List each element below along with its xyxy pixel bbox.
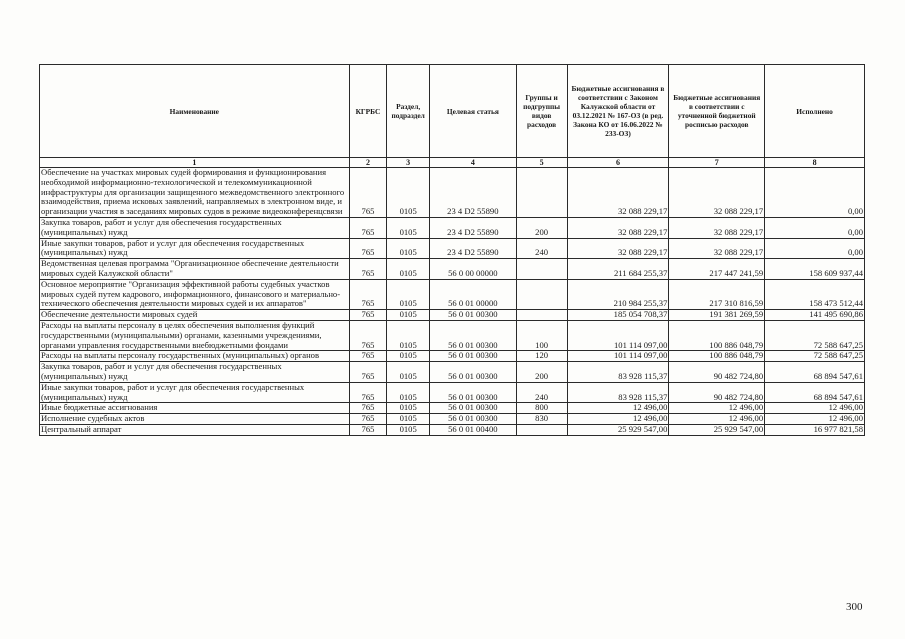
row-name: Расходы на выплаты персоналу в целях обеспечения выполнения функций государственными (муниципальными) органами, казенными учреждениями, органами управления государственными внебюджетными фондами: [40, 320, 350, 350]
column-number: 2: [349, 158, 387, 168]
row-revised-allocation: 90 482 724,80: [669, 362, 765, 383]
row-expense-group: 240: [516, 382, 567, 403]
column-number: 7: [669, 158, 765, 168]
row-target-article: 56 0 01 00300: [430, 414, 517, 425]
row-section: 0105: [387, 217, 430, 238]
column-number: 5: [516, 158, 567, 168]
row-section: 0105: [387, 238, 430, 259]
row-name: Основное мероприятие "Организация эффективной работы судебных участков мировых судей путем кадрового, информационного, финансового и материально-технического обеспечения деятельности мировых судей и их аппаратов": [40, 279, 350, 309]
row-target-article: 56 0 01 00300: [430, 310, 517, 321]
row-kgrbs: 765: [349, 424, 387, 435]
row-expense-group: 830: [516, 414, 567, 425]
row-name: Закупка товаров, работ и услуг для обеспечения государственных (муниципальных) нужд: [40, 362, 350, 383]
budget-execution-table: [39, 64, 865, 436]
row-target-article: 56 0 00 00000: [430, 259, 517, 280]
row-expense-group: [516, 310, 567, 321]
table-row: [40, 259, 865, 280]
row-kgrbs: 765: [349, 238, 387, 259]
column-number: 6: [567, 158, 669, 168]
row-revised-allocation: 12 496,00: [669, 403, 765, 414]
row-revised-allocation: 191 381 269,59: [669, 310, 765, 321]
row-executed: 68 894 547,61: [765, 382, 865, 403]
table-row: [40, 279, 865, 309]
row-kgrbs: 765: [349, 351, 387, 362]
row-expense-group: 200: [516, 217, 567, 238]
row-kgrbs: 765: [349, 414, 387, 425]
row-revised-allocation: 32 088 229,17: [669, 238, 765, 259]
row-revised-allocation: 32 088 229,17: [669, 217, 765, 238]
header-row: [40, 65, 865, 158]
row-law-allocation: 12 496,00: [567, 403, 669, 414]
column-number: 4: [430, 158, 517, 168]
row-executed: 16 977 821,58: [765, 424, 865, 435]
table-row: [40, 382, 865, 403]
header-revised-allocations: Бюджетные ассигнования в соответствии с уточненной бюджетной росписью расходов: [669, 65, 765, 158]
row-section: 0105: [387, 259, 430, 280]
row-kgrbs: 765: [349, 279, 387, 309]
row-target-article: 23 4 D2 55890: [430, 217, 517, 238]
row-name: Иные закупки товаров, работ и услуг для обеспечения государственных (муниципальных) нужд: [40, 382, 350, 403]
row-section: 0105: [387, 310, 430, 321]
row-executed: 12 496,00: [765, 403, 865, 414]
row-expense-group: 120: [516, 351, 567, 362]
row-kgrbs: 765: [349, 310, 387, 321]
row-target-article: 23 4 D2 55890: [430, 238, 517, 259]
row-executed: 0,00: [765, 238, 865, 259]
table-row: [40, 310, 865, 321]
row-name: Ведомственная целевая программа "Организационное обеспечение деятельности мировых судей Калужской области": [40, 259, 350, 280]
row-kgrbs: 765: [349, 259, 387, 280]
row-target-article: 23 4 D2 55890: [430, 168, 517, 218]
row-executed: 72 588 647,25: [765, 351, 865, 362]
row-law-allocation: 12 496,00: [567, 414, 669, 425]
row-section: 0105: [387, 279, 430, 309]
row-section: 0105: [387, 414, 430, 425]
row-law-allocation: 32 088 229,17: [567, 168, 669, 218]
row-kgrbs: 765: [349, 217, 387, 238]
row-name: Закупка товаров, работ и услуг для обеспечения государственных (муниципальных) нужд: [40, 217, 350, 238]
table-row: [40, 351, 865, 362]
row-kgrbs: 765: [349, 382, 387, 403]
row-expense-group: [516, 424, 567, 435]
row-name: Исполнение судебных актов: [40, 414, 350, 425]
column-number-row: [40, 158, 865, 168]
row-expense-group: 200: [516, 362, 567, 383]
row-name: Иные закупки товаров, работ и услуг для обеспечения государственных (муниципальных) нужд: [40, 238, 350, 259]
row-kgrbs: 765: [349, 362, 387, 383]
row-section: 0105: [387, 362, 430, 383]
header-article: Целевая статья: [430, 65, 517, 158]
row-law-allocation: 83 928 115,37: [567, 362, 669, 383]
column-number: 3: [387, 158, 430, 168]
row-expense-group: [516, 168, 567, 218]
row-executed: 141 495 690,86: [765, 310, 865, 321]
row-revised-allocation: 25 929 547,00: [669, 424, 765, 435]
row-section: 0105: [387, 168, 430, 218]
table-row: [40, 362, 865, 383]
row-revised-allocation: 100 886 048,79: [669, 351, 765, 362]
row-name: Расходы на выплаты персоналу государственных (муниципальных) органов: [40, 351, 350, 362]
row-executed: 158 609 937,44: [765, 259, 865, 280]
column-number: 1: [40, 158, 350, 168]
row-revised-allocation: 32 088 229,17: [669, 168, 765, 218]
row-target-article: 56 0 01 00300: [430, 403, 517, 414]
column-number: 8: [765, 158, 865, 168]
row-law-allocation: 210 984 255,37: [567, 279, 669, 309]
row-target-article: 56 0 01 00000: [430, 279, 517, 309]
row-section: 0105: [387, 424, 430, 435]
row-revised-allocation: 12 496,00: [669, 414, 765, 425]
table-row: [40, 217, 865, 238]
row-law-allocation: 211 684 255,37: [567, 259, 669, 280]
row-name: Обеспечение на участках мировых судей формирования и функционирования необходимой информационно-технологической и телекоммуникационной инфраструктуры для организации защищенного межведомственного электронного взаимодействия, приема исковых заявлений, направляемых в электронном виде, и организации участия в заседаниях мировых судов в режиме видеоконференцсвязи: [40, 168, 350, 218]
row-kgrbs: 765: [349, 403, 387, 414]
table-row: [40, 320, 865, 350]
row-target-article: 56 0 01 00300: [430, 362, 517, 383]
header-law-allocations: Бюджетные ассигнования в соответствии с Законом Калужской области от 03.12.2021 № 167-ОЗ (в ред. Закона КО от 16.06.2022 № 233-ОЗ): [567, 65, 669, 158]
row-name: Иные бюджетные ассигнования: [40, 403, 350, 414]
header-group: Группы и подгруппы видов расходов: [516, 65, 567, 158]
table-row: [40, 414, 865, 425]
row-name: Центральный аппарат: [40, 424, 350, 435]
row-executed: 72 588 647,25: [765, 320, 865, 350]
header-kgrbs: КГРБС: [349, 65, 387, 158]
row-expense-group: 800: [516, 403, 567, 414]
row-executed: 68 894 547,61: [765, 362, 865, 383]
row-law-allocation: 25 929 547,00: [567, 424, 669, 435]
row-section: 0105: [387, 382, 430, 403]
row-kgrbs: 765: [349, 168, 387, 218]
table-row: [40, 238, 865, 259]
header-executed: Исполнено: [765, 65, 865, 158]
row-law-allocation: 32 088 229,17: [567, 238, 669, 259]
row-section: 0105: [387, 403, 430, 414]
header-section: Раздел, подраздел: [387, 65, 430, 158]
row-kgrbs: 765: [349, 320, 387, 350]
row-target-article: 56 0 01 00400: [430, 424, 517, 435]
row-law-allocation: 32 088 229,17: [567, 217, 669, 238]
row-section: 0105: [387, 351, 430, 362]
header-name: Наименование: [40, 65, 350, 158]
row-target-article: 56 0 01 00300: [430, 320, 517, 350]
row-name: Обеспечение деятельности мировых судей: [40, 310, 350, 321]
row-expense-group: [516, 279, 567, 309]
row-executed: 12 496,00: [765, 414, 865, 425]
table-row: [40, 403, 865, 414]
row-target-article: 56 0 01 00300: [430, 382, 517, 403]
row-expense-group: 100: [516, 320, 567, 350]
row-executed: 0,00: [765, 217, 865, 238]
row-law-allocation: 83 928 115,37: [567, 382, 669, 403]
row-revised-allocation: 217 310 816,59: [669, 279, 765, 309]
row-executed: 0,00: [765, 168, 865, 218]
row-section: 0105: [387, 320, 430, 350]
row-executed: 158 473 512,44: [765, 279, 865, 309]
table-row: [40, 168, 865, 218]
row-law-allocation: 101 114 097,00: [567, 351, 669, 362]
page-number: 300: [846, 601, 863, 613]
row-law-allocation: 101 114 097,00: [567, 320, 669, 350]
row-expense-group: [516, 259, 567, 280]
row-revised-allocation: 100 886 048,79: [669, 320, 765, 350]
row-law-allocation: 185 054 708,37: [567, 310, 669, 321]
row-revised-allocation: 90 482 724,80: [669, 382, 765, 403]
row-target-article: 56 0 01 00300: [430, 351, 517, 362]
table-row: [40, 424, 865, 435]
row-revised-allocation: 217 447 241,59: [669, 259, 765, 280]
row-expense-group: 240: [516, 238, 567, 259]
